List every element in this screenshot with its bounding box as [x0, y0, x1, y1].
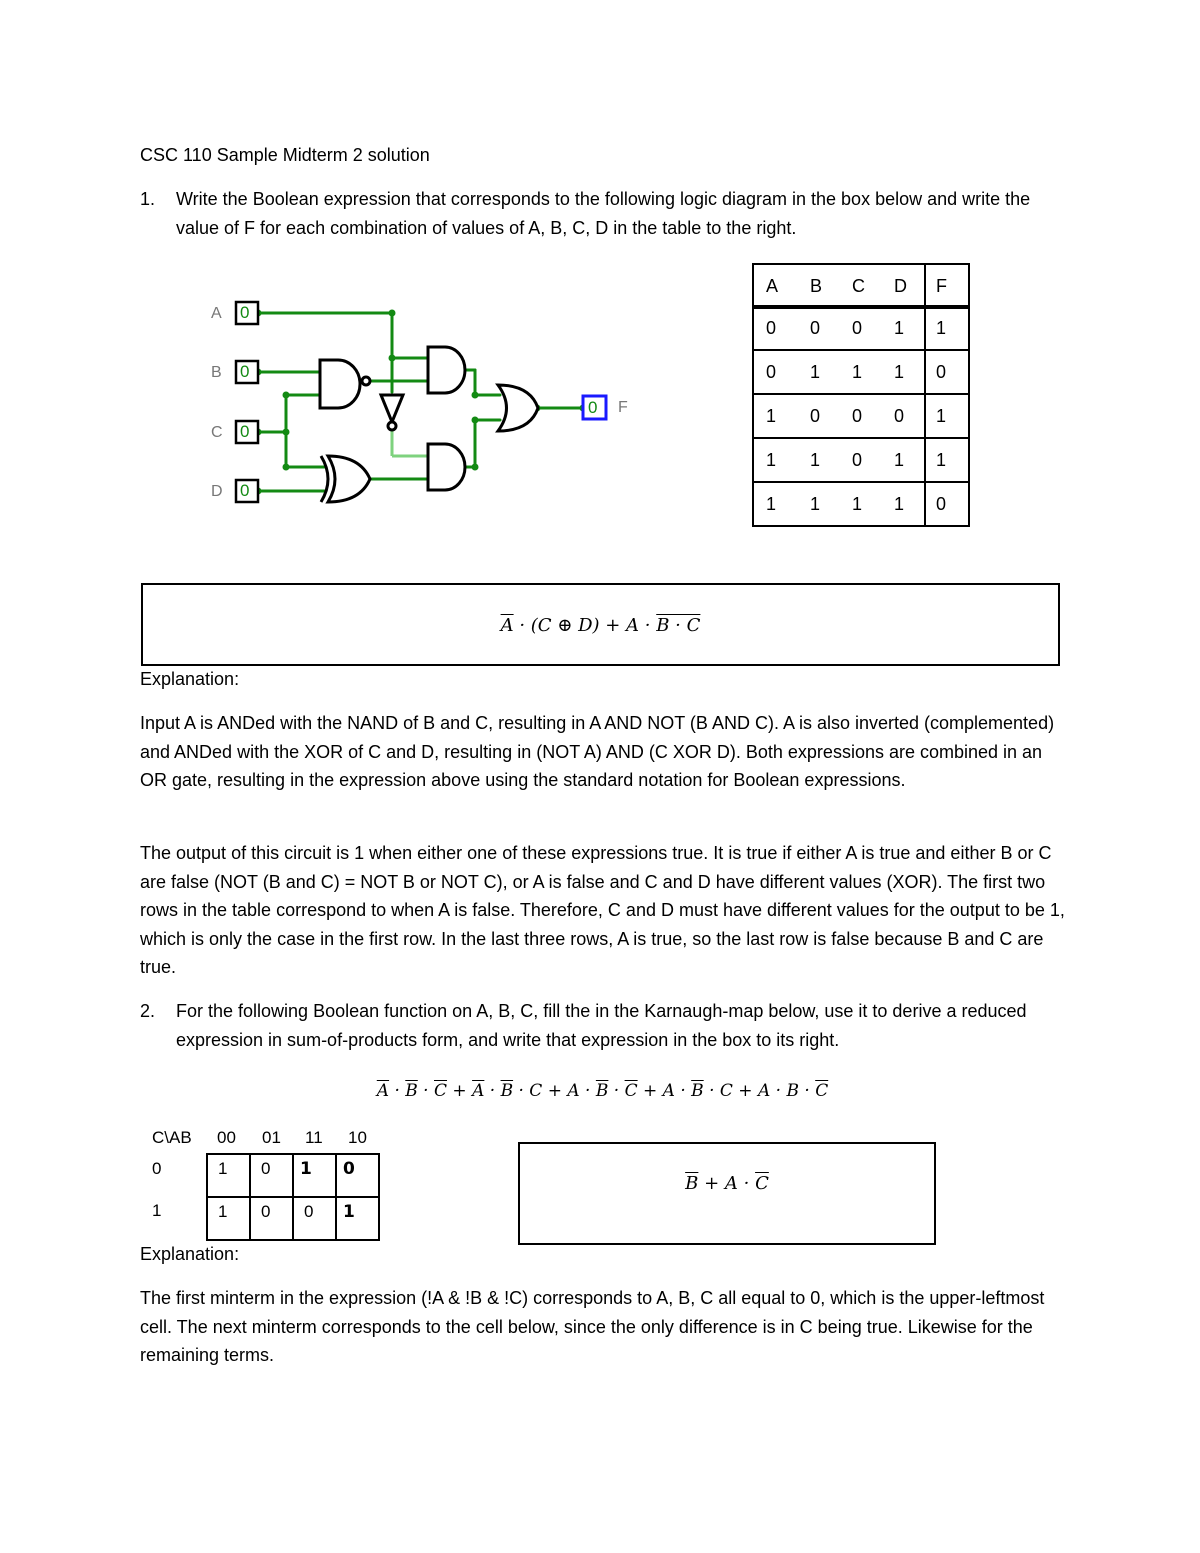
truth-table-cell: 0 — [810, 405, 821, 426]
and-gate-2 — [428, 444, 465, 490]
and-dot: · — [703, 1081, 720, 1101]
literal: $\overline{C}$ — [434, 1081, 448, 1101]
header-b: B — [810, 275, 823, 296]
literal: $\overline{B}$ — [595, 1081, 609, 1101]
plus-sign: + — [732, 1081, 758, 1101]
q2-explanation: The first minterm in the expression (!A & !B & !C) corresponds to A, B, C all equal to 0, which is the upper-leftmost cell. The next minterm corresponds to the cell below, since the only difference is in C being true. Likewise for the remaining terms. — [140, 1288, 1045, 1365]
plus-sign: + — [542, 1081, 568, 1101]
q1-answer-expression — [141, 583, 1060, 666]
input-label-d: D — [211, 483, 223, 500]
truth-table-cell: 1 — [852, 361, 863, 382]
truth-table-row — [753, 350, 969, 394]
kmap-col-01: 01 — [262, 1128, 281, 1147]
q2-text: For the following Boolean function on A, B, C, fill the in the Karnaugh-map below, use it to derive a reduced expression in sum-of-products form, and write that expression in the box to its right. — [176, 1001, 1027, 1050]
a-complement: $\overline{A}$ — [500, 615, 514, 636]
truth-table-input-cells — [753, 306, 925, 350]
input-value-c[interactable]: 0 — [240, 422, 250, 441]
literal: C — [719, 1081, 733, 1101]
truth-table-inputs-header — [753, 264, 925, 308]
kmap-row-1: 1 — [152, 1201, 162, 1220]
kmap-cell: 1 — [207, 1154, 250, 1197]
q2-answer-expression — [518, 1142, 936, 1225]
kmap-corner: C\AB — [152, 1128, 192, 1147]
truth-table-cell: 0 — [894, 405, 905, 426]
kmap-cell: 1 — [207, 1197, 250, 1240]
truth-table-cell: 1 — [766, 493, 777, 514]
literal: $\overline{A}$ — [376, 1081, 390, 1101]
truth-table-rows — [752, 305, 970, 527]
literal: B — [786, 1081, 799, 1101]
q2-number: 2. — [140, 1001, 156, 1021]
truth-table-cell: 1 — [810, 361, 821, 382]
and-dot: · — [513, 1081, 530, 1101]
truth-table-cell: 1 — [810, 449, 821, 470]
literal: $\overline{B}$ — [691, 1081, 704, 1101]
karnaugh-map — [206, 1153, 380, 1241]
kmap-row — [207, 1154, 379, 1197]
truth-table-row — [753, 394, 969, 438]
header-a: A — [766, 275, 779, 296]
input-label-c: C — [211, 424, 223, 441]
and-dot: · — [798, 1081, 816, 1101]
truth-table-output-cell: 0 — [925, 350, 969, 394]
answer-middle: · (C ⊕ D) + A · — [513, 615, 657, 636]
truth-table-input-cells — [753, 394, 925, 438]
output-label-f: F — [618, 399, 628, 416]
kmap-cell: 0 — [336, 1154, 379, 1197]
truth-table-input-cells — [753, 350, 925, 394]
truth-table-input-cells — [753, 482, 925, 526]
b-complement: $\overline{B}$ — [685, 1173, 699, 1194]
truth-table-output-cell: 0 — [925, 482, 969, 526]
kmap-cell: 1 — [293, 1154, 336, 1197]
kmap-row-0: 0 — [152, 1159, 162, 1178]
q1-number: 1. — [140, 189, 156, 209]
and-dot: · — [608, 1081, 625, 1101]
truth-table-cell: 1 — [766, 405, 777, 426]
truth-table-cell: 1 — [894, 449, 905, 470]
plus-sign: + — [637, 1081, 663, 1101]
truth-table-cell: 0 — [766, 317, 777, 338]
literal: $\overline{B}$ — [405, 1081, 418, 1101]
truth-table-output-cell: 1 — [925, 394, 969, 438]
or-gate — [498, 385, 538, 431]
kmap-cell: 0 — [250, 1197, 293, 1240]
and-gate-1 — [428, 347, 465, 393]
truth-table-row — [753, 306, 969, 350]
c-complement: $\overline{C}$ — [755, 1173, 769, 1194]
literal: $\overline{C}$ — [815, 1081, 829, 1101]
kmap-cell: 0 — [293, 1197, 336, 1240]
q1-explanation-p1: Input A is ANDed with the NAND of B and C, resulting in A AND NOT (B AND C). A is also inverted (complemented) and ANDed with the XOR of C and D, resulting in (NOT A) AND (C XOR D). Both expressions are combined in an OR gate, resulting in the expression above using the standard notation for Boolean expressions. — [140, 713, 1055, 790]
literal: $\overline{A}$ — [472, 1081, 485, 1101]
output-value-f: 0 — [588, 398, 598, 417]
truth-table-cell: 1 — [810, 493, 821, 514]
input-value-d[interactable]: 0 — [240, 481, 250, 500]
kmap-col-11: 11 — [305, 1128, 323, 1147]
plus-sign: + — [447, 1081, 473, 1101]
truth-table-input-cells — [753, 438, 925, 482]
and-dot: · — [674, 1081, 692, 1101]
input-value-b[interactable]: 0 — [240, 362, 250, 381]
truth-table-cell: 1 — [894, 493, 905, 514]
and-dot: · — [389, 1081, 406, 1101]
q2-answer-middle: + A · — [698, 1173, 756, 1194]
header-c: C — [852, 275, 865, 296]
q2-explanation-label: Explanation: — [140, 1244, 240, 1264]
input-value-a[interactable]: 0 — [240, 303, 250, 322]
and-dot: · — [770, 1081, 787, 1101]
literal: $\overline{C}$ — [624, 1081, 638, 1101]
truth-table-row — [753, 482, 969, 526]
truth-table-row — [753, 438, 969, 482]
q2-function-expression — [140, 1081, 1065, 1101]
q1-explanation-label: Explanation: — [140, 669, 240, 689]
truth-table-cell: 0 — [852, 317, 863, 338]
header-f: F — [925, 264, 969, 308]
xor-gate — [328, 456, 370, 502]
literal: C — [529, 1081, 543, 1101]
truth-table-cell: 1 — [894, 361, 905, 382]
page-title: CSC 110 Sample Midterm 2 solution — [140, 145, 430, 165]
and-dot: · — [484, 1081, 501, 1101]
literal: $\overline{B}$ — [500, 1081, 514, 1101]
truth-table-cell: 0 — [766, 361, 777, 382]
kmap-col-00: 00 — [217, 1128, 236, 1147]
kmap-cell: 0 — [250, 1154, 293, 1197]
nand-gate — [320, 360, 360, 408]
kmap-cell: 1 — [336, 1197, 379, 1240]
truth-table — [752, 263, 970, 309]
q1-text: Write the Boolean expression that corresponds to the following logic diagram in the box below and write the value of F for each combination of values of A, B, C, D in the table to the right. — [176, 189, 1031, 238]
literal: A — [567, 1081, 580, 1101]
input-label-b: B — [211, 364, 222, 381]
header-d: D — [894, 275, 907, 296]
literal: A — [662, 1081, 675, 1101]
truth-table-cell: 0 — [810, 317, 821, 338]
truth-table-cell: 1 — [894, 317, 905, 338]
literal: A — [757, 1081, 771, 1101]
truth-table-cell: 1 — [852, 493, 863, 514]
truth-table-cell: 0 — [852, 449, 863, 470]
logic-diagram — [200, 290, 650, 510]
input-label-a: A — [211, 305, 222, 322]
not-gate — [381, 395, 403, 422]
kmap-col-10: 10 — [348, 1128, 367, 1147]
truth-table-output-cell: 1 — [925, 306, 969, 350]
and-dot: · — [417, 1081, 434, 1101]
q1-explanation-p2: The output of this circuit is 1 when either one of these expressions true. It is true if either A is true and either B or C are false (NOT (B and C) = NOT B or NOT C), or A is false and C and D have different values (XOR). The first two rows in the table correspond to when A is false. Therefore, C and D must have different values for the output to be 1, which is only the case in the first row. In the last three rows, A is true, so the last row is false because B and C are true. — [140, 843, 1065, 977]
and-dot: · — [579, 1081, 596, 1101]
kmap-row — [207, 1197, 379, 1240]
truth-table-cell: 1 — [766, 449, 777, 470]
truth-table-cell: 0 — [852, 405, 863, 426]
bc-complement: B · C — [656, 615, 701, 636]
truth-table-output-cell: 1 — [925, 438, 969, 482]
truth-table-header — [753, 264, 969, 308]
